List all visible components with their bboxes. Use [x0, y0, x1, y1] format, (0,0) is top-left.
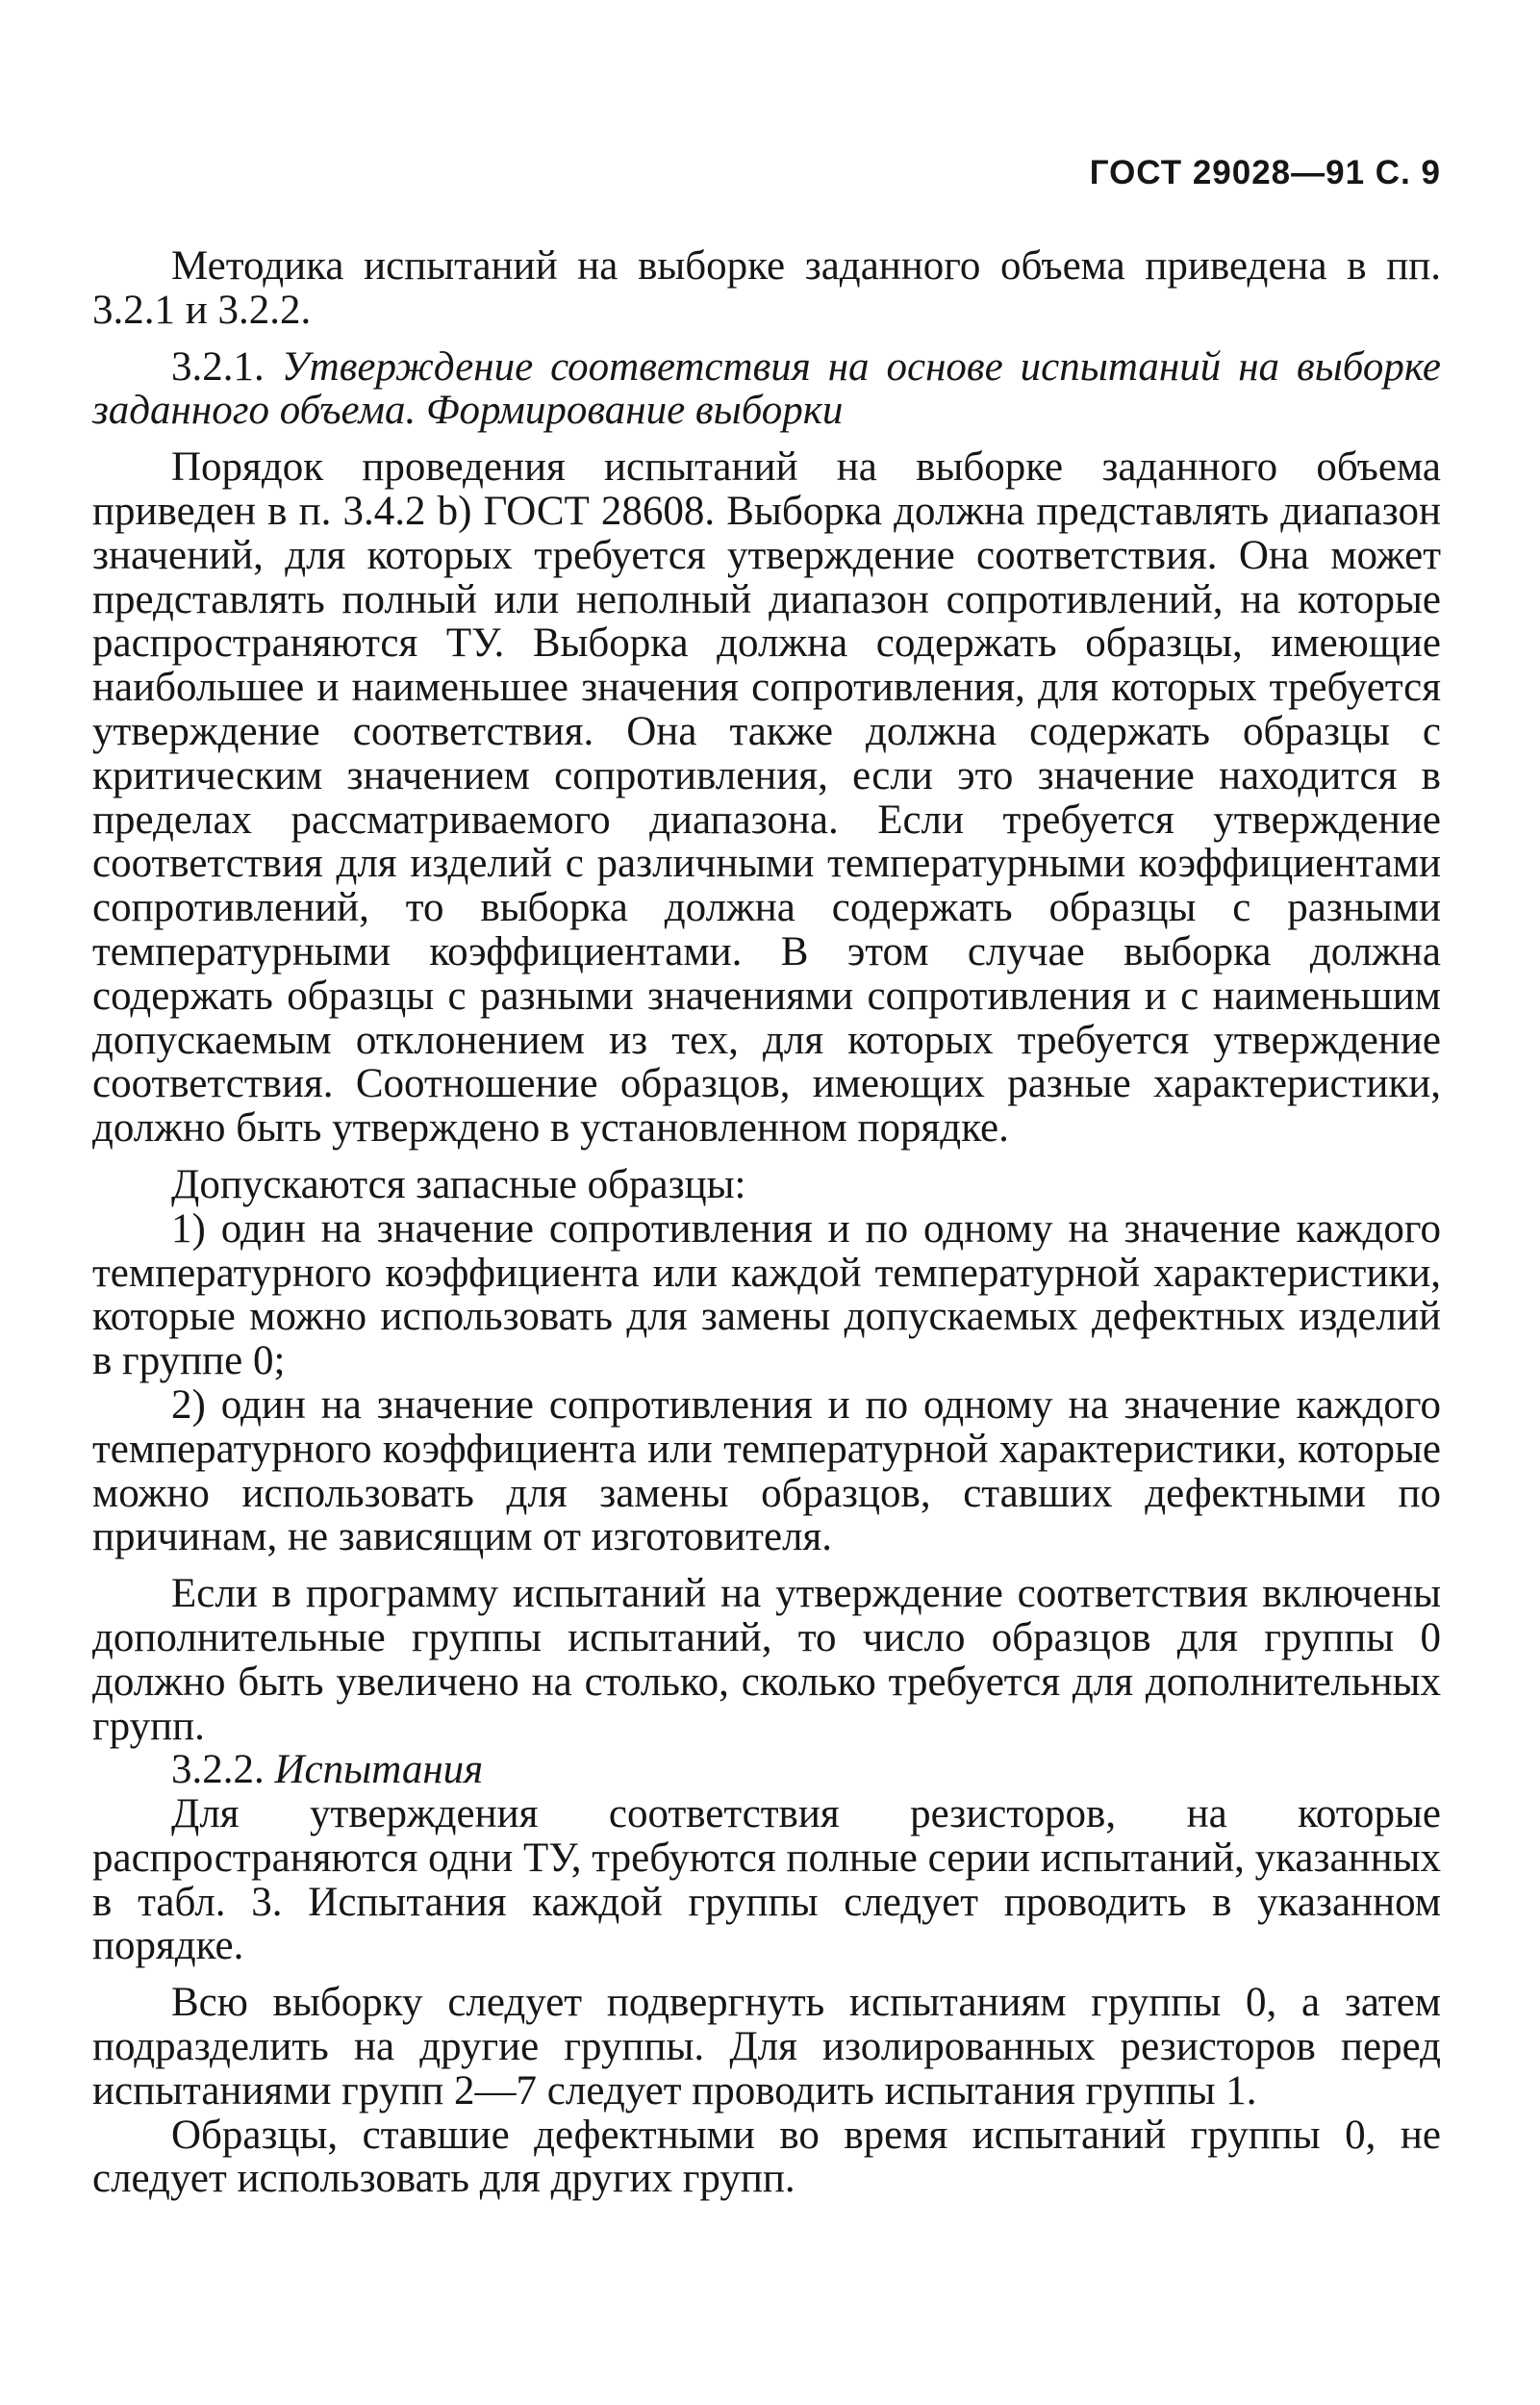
- list-item-1: 1) один на значение сопротивления и по одному на значение каждого температурного коэффициента или каждой температурной характеристики, которые можно использовать для замены допускаемых дефектных изделий в группе 0;: [92, 1205, 1441, 1384]
- paragraph-group-0: Всю выборку следует подвергнуть испытаниям группы 0, а затем подразделить на другие группы. Для изолированных резисторов перед испытаниями групп 2—7 следует проводить испытания группы 1.: [92, 1980, 1441, 2114]
- section-number: 3.2.1.: [171, 343, 265, 390]
- paragraph-full-series: Для утверждения соответствия резисторов, на которые распространяются одни ТУ, требуются полные серии испытаний, указанных в табл. 3. Испытания каждой группы следует проводить в указанном порядке.: [92, 1791, 1441, 1969]
- paragraph-defective: Образцы, ставшие дефектными во время испытаний группы 0, не следует использовать для других групп.: [92, 2112, 1441, 2202]
- page-header: ГОСТ 29028—91 С. 9: [1089, 154, 1441, 191]
- section-number: 3.2.2.: [171, 1747, 265, 1793]
- section-title: Утверждение соответствия на основе испытаний на выборке заданного объема. Формирование выборки: [92, 343, 1441, 434]
- section-title: Испытания: [274, 1747, 484, 1793]
- paragraph-spare-samples: Допускаются запасные образцы:: [171, 1161, 746, 1207]
- paragraph-sample-procedure: Порядок проведения испытаний на выборке заданного объема приведен в п. 3.4.2 b) ГОСТ 28608. Выборка должна представлять диапазон значений, для которых требуется утверждение соответствия. Она может представлять полный или неполный диапазон сопротивлений, на которые распространяются ТУ. Выборка должна содержать образцы, имеющие наибольшее и наименьшее значения сопротивления, для которых требуется утверждение соответствия. Она также должна содержать образцы с критическим значением сопротивления, если это значение находится в пределах рассматриваемого диапазона. Если требуется утверждение соответствия для изделий с различными температурными коэффициентами сопротивлений, то выборка должна содержать образцы с разными температурными коэффициентами. В этом случае выборка должна содержать образцы с разными значениями сопротивления и с наименьшим допускаемым отклонением из тех, для которых требуется утверждение соответствия. Соотношение образцов, имеющих разные характеристики, должно быть утверждено в установленном порядке.: [92, 444, 1441, 1152]
- list-item-2: 2) один на значение сопротивления и по одному на значение каждого температурного коэффициента или температурной характеристики, которые можно использовать для замены образцов, ставших дефектными по причинам, не зависящим от изготовителя.: [92, 1381, 1441, 1560]
- section-heading-3-2-1: [92, 345, 1441, 434]
- paragraph-intro: Методика испытаний на выборке заданного объема приведена в пп. 3.2.1 и 3.2.2.: [92, 243, 1441, 333]
- section-heading-3-2-2: [92, 1748, 1441, 1792]
- document-body: [92, 244, 1441, 2201]
- paragraph-additional-groups: Если в программу испытаний на утверждение соответствия включены дополнительные группы испытаний, то число образцов для группы 0 должно быть увеличено на столько, сколько требуется для дополнительных групп.: [92, 1571, 1441, 1749]
